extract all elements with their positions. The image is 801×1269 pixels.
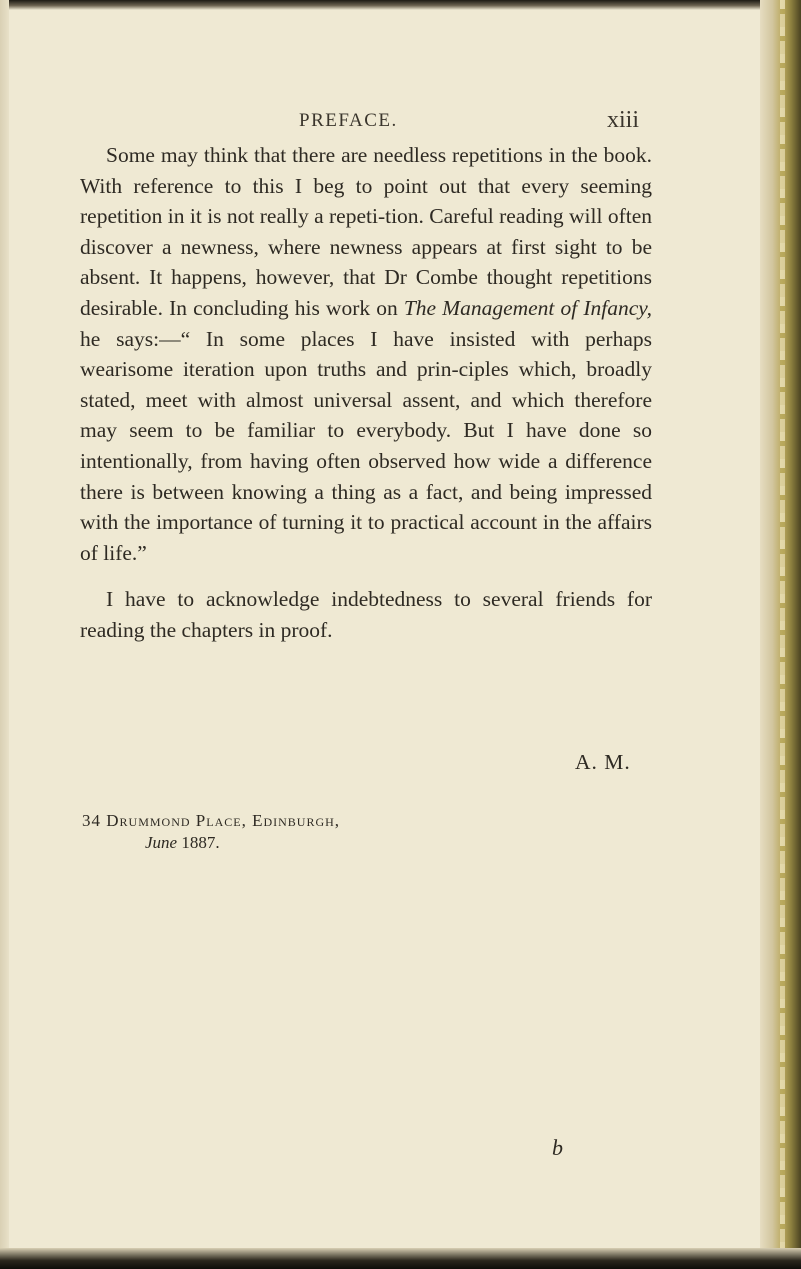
paragraph-acknowledgement: I have to acknowledge indebtedness to several friends for reading the chapters in proof. <box>80 587 652 642</box>
address-place: 34 Drummond Place, Edinburgh, <box>82 811 341 830</box>
running-head: PREFACE. <box>299 110 398 131</box>
address-date <box>82 832 340 854</box>
page-header <box>0 107 801 140</box>
page-number: xiii <box>607 107 640 133</box>
page-left-edge <box>0 0 9 1269</box>
spine-stripe <box>780 0 785 1269</box>
address-block <box>82 810 340 854</box>
date-year: 1887. <box>181 833 220 852</box>
paragraph-text: he says:—“ In some places I have insisted with perhaps wearisome iteration upon truths and prin-ciples which, broadly stated, meet with almost universal assent, and which therefore may seem to be familiar to everybody. But I have done so intentionally, from having often observed how wide a difference there is between knowing a thing as a fact, and being impressed with the importance of turning it to practical account in the affairs of life.” <box>80 326 652 565</box>
preface-body <box>80 140 652 646</box>
signature-mark: b <box>552 1135 563 1160</box>
paragraph-text: Some may think that there are needless repetitions in the book. With reference to this I beg to point out that every seeming repetition in it is not really a repeti-tion. Careful reading will often discover a newness, where newness appears at first sight to be absent. It happens, however, that Dr Combe thought repetitions desirable. In concluding his work on <box>80 143 652 320</box>
page-bottom-edge <box>0 1248 801 1269</box>
page-top-shadow <box>0 0 801 10</box>
book-title: The Management of Infancy, <box>403 295 652 320</box>
date-month: June <box>145 833 178 852</box>
paragraph-repetitions <box>80 140 652 568</box>
author-initials: A. M. <box>575 750 631 774</box>
